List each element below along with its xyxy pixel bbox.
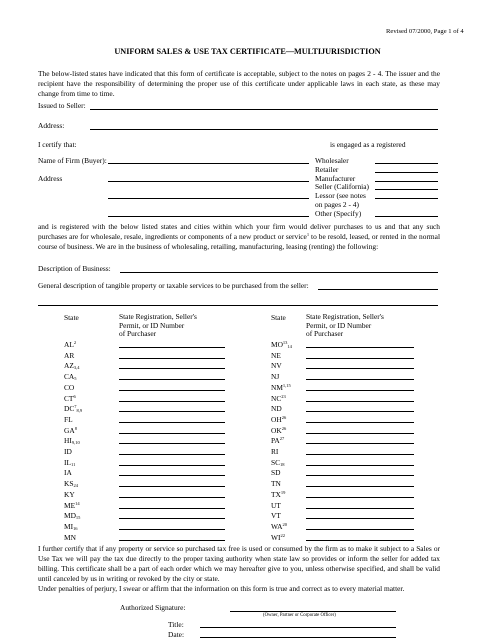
registration-header-line1: State Registration, Seller's xyxy=(306,312,384,321)
registered-text-b: to be resold, leased, or rented in the normal course of business. We are in the business of wholesaling, retailing, manufacturing, leasing (renting) the following: xyxy=(38,232,440,251)
state-note-sup: 14 xyxy=(75,500,80,506)
property-description-field-1[interactable] xyxy=(318,289,438,290)
registration-header-left xyxy=(119,313,197,339)
state-code-text: SD xyxy=(271,468,281,478)
state-registration-field[interactable] xyxy=(119,368,225,369)
date-label: Date: xyxy=(168,630,185,639)
issued-to-field[interactable] xyxy=(90,109,438,110)
business-type-field[interactable] xyxy=(375,181,438,182)
state-note-sup: 6 xyxy=(73,393,76,399)
state-note-sup: 22 xyxy=(280,532,285,538)
registration-header-right xyxy=(306,313,384,339)
state-registration-field[interactable] xyxy=(119,433,225,434)
firm-name-field[interactable] xyxy=(108,163,309,164)
state-code-text: IL xyxy=(64,457,71,467)
buyer-address-label: Address xyxy=(38,174,63,183)
state-registration-field[interactable] xyxy=(306,465,414,466)
perjury-paragraph: Under penalties of perjury, I swear or affirm that the information on this form is true and correct as to every material matter. xyxy=(38,584,405,593)
state-registration-field[interactable] xyxy=(306,368,414,369)
state-code-text: AZ xyxy=(64,361,74,371)
state-code-text: RI xyxy=(271,447,279,456)
business-type-field[interactable] xyxy=(375,172,438,173)
state-note-sup: 2 xyxy=(73,340,77,345)
property-description-label: General description of tangible property or taxable services to be purchased from the seller: xyxy=(38,281,309,290)
state-note-sub: 5 xyxy=(74,376,77,382)
note-ref: 1 xyxy=(306,232,310,237)
state-code-text: HI xyxy=(64,436,72,446)
state-note-sup: 13 xyxy=(282,340,288,345)
revision-note: Revised 07/2000, Page 1 of 4 xyxy=(386,28,464,35)
state-note-sup: 26 xyxy=(281,425,287,431)
state-note-sup: 8 xyxy=(74,425,77,431)
state-code-text: OH xyxy=(271,414,282,424)
state-code-text: AL xyxy=(64,340,74,349)
state-code-text: KY xyxy=(64,489,75,499)
state-note-sup: 20 xyxy=(282,521,287,527)
state-registration-field[interactable] xyxy=(306,433,414,434)
state-registration-field[interactable] xyxy=(119,443,225,444)
further-certify-paragraph: I further certify that if any property or service so purchased tax free is used or consumed by the firm as to make it subject to a Sales or Use Tax we will pay the tax due directly to the proper taxing authority when state law so provides or inform the seller for added tax billing. This certificate shall be a part of each order which we may hereafter give to you, unless otherwise specified, and shall be valid until canceled by us in writing or revoked by the city or state. xyxy=(38,544,440,583)
business-description-label: Description of Business: xyxy=(38,264,111,273)
registration-header-line1: State Registration, Seller's xyxy=(119,312,197,321)
state-note-sup: 1,15 xyxy=(282,382,291,388)
state-code-text: WA xyxy=(271,521,283,531)
state-note-sup: 26 xyxy=(281,414,287,420)
state-code xyxy=(64,532,76,544)
state-code-text: UT xyxy=(271,500,281,510)
seller-address-field[interactable] xyxy=(90,129,438,130)
state-code-text: NV xyxy=(271,361,282,371)
state-code-text: NC xyxy=(271,393,282,403)
state-code-text: OK xyxy=(271,425,282,435)
state-registration-field[interactable] xyxy=(119,379,225,380)
registered-paragraph xyxy=(38,222,440,252)
state-code-text: NJ xyxy=(271,372,280,382)
business-type-field[interactable] xyxy=(375,198,438,199)
issued-to-label: Issued to Seller: xyxy=(38,101,86,110)
state-note-sup: 7 xyxy=(74,404,77,410)
state-code-text: MN xyxy=(64,532,76,542)
state-registration-field[interactable] xyxy=(306,486,414,487)
state-registration-field[interactable] xyxy=(306,390,414,391)
state-code-text: WI xyxy=(271,532,281,542)
state-code-text: KS xyxy=(64,479,74,489)
state-note-sub: 9,10 xyxy=(71,440,80,446)
state-registration-field[interactable] xyxy=(306,443,414,444)
state-registration-field[interactable] xyxy=(119,540,225,541)
business-type-field[interactable] xyxy=(375,216,438,217)
business-type-label: Other (Specify) xyxy=(315,208,362,218)
business-type-field[interactable] xyxy=(375,189,438,190)
state-note-sub: 16 xyxy=(73,525,78,531)
state-code-text: GA xyxy=(64,425,75,435)
title-label: Title: xyxy=(168,620,184,629)
state-registration-field[interactable] xyxy=(306,401,414,402)
state-code-text: CA xyxy=(64,372,75,382)
state-code-text: CO xyxy=(64,382,75,392)
state-code-text: IA xyxy=(64,468,72,478)
state-registration-field[interactable] xyxy=(119,486,225,487)
state-registration-field[interactable] xyxy=(306,411,414,412)
state-registration-field[interactable] xyxy=(119,347,225,348)
signature-label: Authorized Signature: xyxy=(120,603,186,612)
state-registration-field[interactable] xyxy=(119,454,225,455)
buyer-address-field-3[interactable] xyxy=(108,216,309,217)
business-type-field[interactable] xyxy=(375,163,438,164)
state-registration-field[interactable] xyxy=(119,422,225,423)
state-code-text: DC xyxy=(64,404,75,414)
state-code-text: TX xyxy=(271,489,281,499)
state-note-sub: 14 xyxy=(287,344,292,349)
state-registration-field[interactable] xyxy=(306,422,414,423)
buyer-address-field-1[interactable] xyxy=(108,181,309,182)
buyer-address-field-2[interactable] xyxy=(108,198,309,199)
state-registration-field[interactable] xyxy=(306,529,414,530)
registration-header-line2: Permit, or ID Number xyxy=(306,320,372,330)
state-registration-field[interactable] xyxy=(119,358,225,359)
title-field[interactable] xyxy=(200,627,396,628)
state-registration-field[interactable] xyxy=(306,358,414,359)
state-note-sub: 15 xyxy=(75,515,81,521)
state-registration-field[interactable] xyxy=(306,347,414,348)
state-code-text: TN xyxy=(271,479,281,489)
seller-address-label: Address: xyxy=(38,121,65,130)
firm-name-label: Name of Firm (Buyer): xyxy=(38,156,107,165)
state-registration-field[interactable] xyxy=(119,390,225,391)
state-registration-field[interactable] xyxy=(119,411,225,412)
certify-label: I certify that: xyxy=(38,140,77,149)
intro-paragraph: The below-listed states have indicated that this form of certificate is acceptable, subject to the notes on pages 2 - 4. The issuer and the recipient have the responsibility of determining the proper use of this certificate under applicable laws in each state, as these may change from time to time. xyxy=(38,69,440,98)
state-note-sub: 3,4 xyxy=(73,365,80,371)
state-code-text: ME xyxy=(64,500,76,510)
state-code-text: MD xyxy=(64,511,76,521)
state-code-text: FL xyxy=(64,414,73,424)
state-note-sup: 27 xyxy=(279,436,285,442)
registration-header-line2: Permit, or ID Number xyxy=(119,320,185,330)
registration-header-line3: of Purchaser xyxy=(306,329,344,338)
state-registration-field[interactable] xyxy=(119,508,225,509)
state-registration-field[interactable] xyxy=(119,518,225,519)
state-registration-field[interactable] xyxy=(306,518,414,519)
state-code-text: NM xyxy=(271,382,283,392)
state-note-sub: 11 xyxy=(70,461,76,467)
state-registration-field[interactable] xyxy=(119,475,225,476)
state-header-left: State xyxy=(64,313,79,322)
signature-note: (Owner, Partner or Corporate Officer) xyxy=(263,613,336,618)
business-type-label: on pages 2 - 4) xyxy=(315,200,359,209)
business-type-label: Wholesaler xyxy=(315,156,349,165)
property-description-field-2[interactable] xyxy=(38,305,438,306)
state-registration-field[interactable] xyxy=(306,508,414,509)
state-header-right: State xyxy=(271,313,286,322)
state-code-text: NE xyxy=(271,350,281,360)
state-registration-field[interactable] xyxy=(119,401,225,402)
state-code-text: ID xyxy=(64,447,72,456)
state-registration-field[interactable] xyxy=(306,497,414,498)
state-registration-field[interactable] xyxy=(119,529,225,530)
business-type-label: Lessor (see notes xyxy=(315,191,366,201)
state-registration-field[interactable] xyxy=(119,465,225,466)
signature-field[interactable] xyxy=(230,611,396,612)
business-type-label: Manufacturer xyxy=(315,173,356,183)
registration-header-line3: of Purchaser xyxy=(119,329,157,338)
state-code-text: SC xyxy=(271,457,281,467)
state-code-text: PA xyxy=(271,436,280,446)
engaged-label: is engaged as a registered xyxy=(330,140,406,149)
business-type-label: Seller (California) xyxy=(315,182,369,192)
state-registration-field[interactable] xyxy=(119,497,225,498)
state-code-text: MO xyxy=(271,340,283,349)
state-note-sup: 19 xyxy=(280,489,286,495)
state-registration-field[interactable] xyxy=(306,454,414,455)
state-code-text: ND xyxy=(271,404,282,414)
state-note-sub: 18 xyxy=(280,461,285,467)
state-registration-field[interactable] xyxy=(306,540,414,541)
state-note-sub: 8,9 xyxy=(76,408,83,414)
business-description-field[interactable] xyxy=(120,272,438,273)
state-code-text: AR xyxy=(64,350,75,360)
state-note-sup: 23 xyxy=(281,393,286,399)
state-code-text: CT xyxy=(64,393,74,403)
business-type-label: Retailer xyxy=(315,164,339,174)
date-field[interactable] xyxy=(200,637,396,638)
state-registration-field[interactable] xyxy=(306,475,414,476)
state-code-text: MI xyxy=(64,521,74,531)
state-note-sub: 24 xyxy=(73,483,78,489)
state-code-text: VT xyxy=(271,511,281,521)
state-code xyxy=(271,532,285,544)
form-title: UNIFORM SALES & USE TAX CERTIFICATE—MULTIJURISDICTION xyxy=(114,47,381,56)
registered-text-a: and is registered with the below listed states and cities within which your firm would deliver purchases to us and that any such purchases are for wholesale, resale, ingredients or components of a new product or service xyxy=(38,222,440,241)
state-registration-field[interactable] xyxy=(306,379,414,380)
